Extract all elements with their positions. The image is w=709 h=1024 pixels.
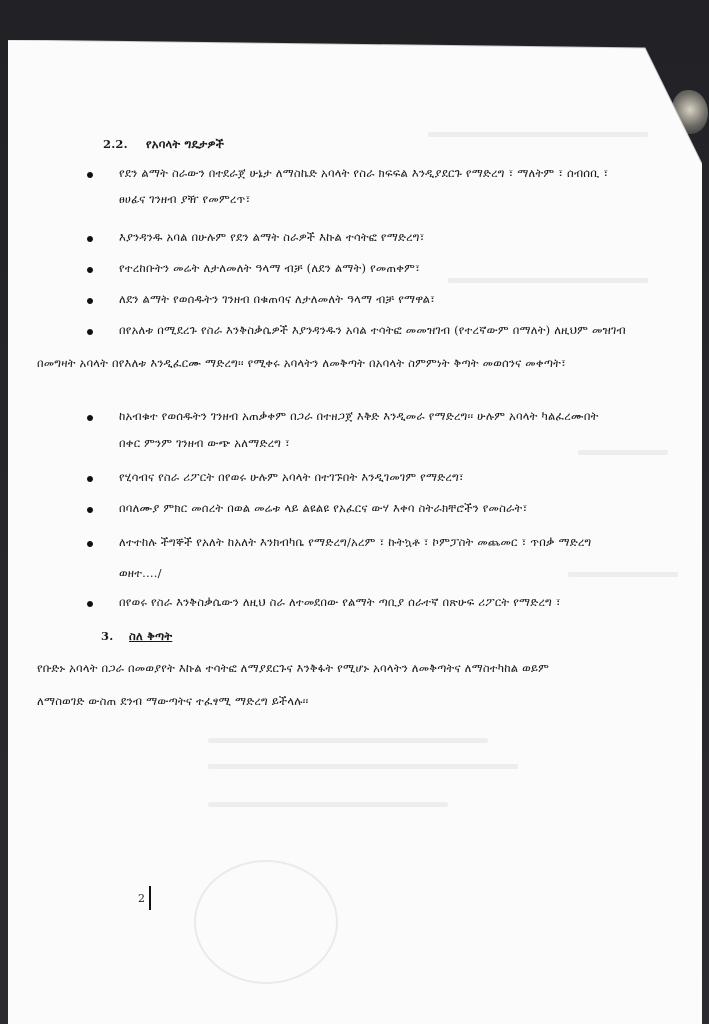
section-number: 2.2. (103, 137, 128, 151)
section-title: ስለ ቅጣት (129, 629, 173, 643)
bullet-dot (87, 415, 93, 421)
list-item: ለደን ልማት የወሰዱትን ገንዘብ በቁጠባና ለታለመለት ዓላማ ብቻ የማዋል፣ (119, 292, 436, 306)
paragraph-line: በመግዛት አባላት በየእለቱ እንዲፈርሙ ማድረግ፡፡ የሚቀሩ አባላትን ለመቅጣት በአባላት ስምምነት ቅጣት መወሰንና መቀጣት፣ (37, 356, 566, 370)
bullet-dot (87, 476, 93, 482)
list-item: የተረከቡትን መሬት ለታለመለት ዓላማ ብቻ (ለደን ልማት) የመጠቀም፣ (119, 261, 421, 275)
list-item: በባለሙያ ምክር መሰረት በወል መሬቱ ላይ ልዩልዩ የአፈርና ውሃ እቀባ ስትራክቸሮችን የመስራት፣ (119, 501, 528, 515)
bullet-dot (87, 541, 93, 547)
bleed-mark (208, 738, 488, 743)
bullet-dot (87, 329, 93, 335)
bullet-dot (87, 601, 93, 607)
paragraph-line: የቡድኑ አባላት በጋራ በመወያየት እኩል ተሳትፎ ለማያደርጉና እንቅፋት የሚሆኑ አባላትን ለመቅጣትና ለማስተካከል ወይም (37, 661, 550, 675)
list-item: ለተተከሉ ችግኞች የአለት ከአለት እንክብካቤ የማድረግ/አረም ፣ ኩትኳቶ ፣ ኮምፓስት መጨመር ፣ ጥበቃ ማድረግ (119, 535, 592, 549)
page-number-bar (149, 886, 151, 910)
bullet-dot (87, 172, 93, 178)
section-title: የአባላት ግዴታዎች (146, 137, 225, 151)
list-item-continuation: ወዘተ..../ (119, 566, 162, 580)
faint-seal (194, 860, 338, 984)
list-item: እያንዳንዱ አባል በሁሉም የደን ልማት ስራዎች እኩል ተሳትፎ የማድረግ፣ (119, 230, 425, 244)
list-item-continuation: በቀር ምንም ገንዘብ ውጭ አለማድረግ ፣ (119, 436, 290, 450)
bleed-mark (578, 450, 668, 455)
bullet-dot (87, 236, 93, 242)
document-page (8, 40, 702, 1024)
bleed-mark (208, 764, 518, 769)
list-item: የደን ልማት ስራውን በተደራጀ ሁኔታ ለማስኬድ አባላት የስራ ክፍፍል እንዲያደርጉ የማድረግ ፣ ማለትም ፣ ሰብሰቢ ፣ (119, 166, 609, 180)
list-item: በየወሩ የስራ እንቅስቃሴውን ለዚህ ስራ ለተመደበው የልማት ጣቢያ ሰራተኛ በጽሁፍ ሪፖርት የማድረግ ፣ (119, 595, 561, 609)
bullet-dot (87, 267, 93, 273)
list-item-continuation: ፀሀፊና ገንዘብ ያዥ የመምረጥ፣ (119, 192, 251, 206)
list-item: የሂሳብና የስራ ሪፖርት በየወሩ ሁሉም አባላት በተገኙበት እንዲገመገም የማድረግ፣ (119, 470, 464, 484)
list-item: በየአለቱ በሚደረጉ የስራ እንቅስቃሴዎች እያንዳንዱን አባል ተሳትፎ መመዝገብ (የተረኛውም በማለት) ለዚህም መዝገብ (119, 323, 626, 337)
bleed-mark (208, 802, 448, 807)
bullet-dot (87, 507, 93, 513)
list-item: ከአብቁተ የወሰዱትን ገንዘብ አጠቃቀም በጋራ በተዘጋጀ እቅድ እንዲመራ የማድረግ፡፡ ሁሉም አባላት ካልፈረሙበት (119, 409, 599, 423)
bleed-mark (428, 132, 648, 137)
section-number: 3. (101, 629, 114, 643)
bleed-mark (448, 278, 648, 283)
bleed-mark (568, 572, 678, 577)
paragraph-line: ለማስወገድ ውስጠ ደንብ ማውጣትና ተፈፃሚ ማድረግ ይችላሉ፡፡ (37, 694, 309, 708)
bullet-dot (87, 298, 93, 304)
page-number: 2 (138, 892, 145, 905)
